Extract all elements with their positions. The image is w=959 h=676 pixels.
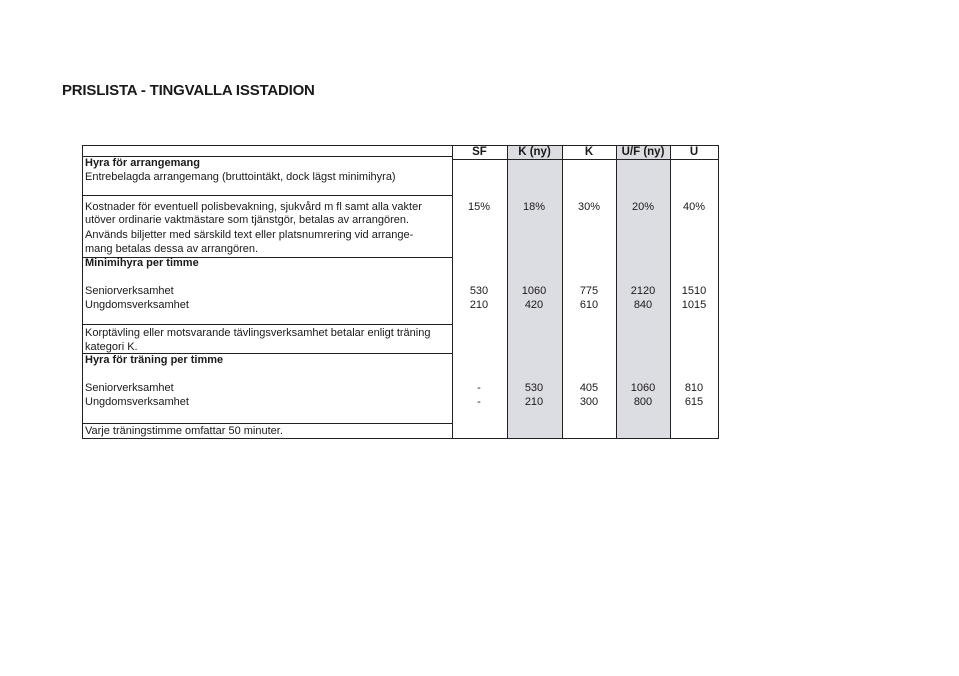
section-rule — [82, 423, 452, 424]
korp-text-line: kategori K. — [85, 341, 138, 353]
traning-ungdom-k-ny: 210 — [524, 396, 544, 408]
column-divider — [562, 145, 563, 438]
minimihyra-ungdom-uf-ny: 840 — [633, 299, 653, 311]
percent-uf-ny: 20% — [631, 201, 655, 213]
traning-ungdom-u: 615 — [684, 396, 704, 408]
minimihyra-heading: Minimihyra per timme — [85, 257, 199, 269]
minimihyra-ungdom-k-ny: 420 — [524, 299, 544, 311]
page-title: PRISLISTA - TINGVALLA ISSTADION — [62, 82, 315, 99]
traning-ungdom-sf: - — [477, 396, 481, 408]
section-rule — [82, 324, 452, 325]
minimihyra-ungdom-u: 1015 — [681, 299, 707, 311]
column-divider — [452, 145, 453, 438]
minimihyra-ungdom-k: 610 — [579, 299, 599, 311]
column-divider — [507, 145, 508, 438]
column-header-uf-ny: U/F (ny) — [621, 146, 665, 158]
traning-senior-sf: - — [477, 382, 481, 394]
row-label-senior: Seniorverksamhet — [85, 382, 174, 394]
traning-senior-k-ny: 530 — [524, 382, 544, 394]
footnote: Varje träningstimme omfattar 50 minuter. — [85, 425, 283, 437]
column-header-k: K — [584, 146, 594, 158]
traning-ungdom-uf-ny: 800 — [633, 396, 653, 408]
traning-ungdom-k: 300 — [579, 396, 599, 408]
arrangemang-subtitle: Entrebelagda arrangemang (bruttointäkt, dock lägst minimihyra) — [85, 171, 396, 183]
header-rule — [452, 159, 718, 160]
kostnader-text-line: utöver ordinarie vaktmästare som tjänstgör, betalas av arrangören. — [85, 214, 410, 226]
traning-heading: Hyra för träning per timme — [85, 354, 224, 366]
minimihyra-senior-sf: 530 — [469, 285, 489, 297]
percent-sf: 15% — [467, 201, 491, 213]
minimihyra-senior-k-ny: 1060 — [521, 285, 547, 297]
percent-k: 30% — [577, 201, 601, 213]
column-header-u: U — [689, 146, 699, 158]
korp-text-line: Korptävling eller motsvarande tävlingsverksamhet betalar enligt träning — [85, 327, 431, 339]
column-divider — [670, 145, 671, 438]
traning-senior-k: 405 — [579, 382, 599, 394]
section-rule — [82, 195, 452, 196]
anvands-text-line: mang betalas dessa av arrangören. — [85, 243, 259, 255]
column-header-sf: SF — [472, 146, 487, 158]
minimihyra-senior-k: 775 — [579, 285, 599, 297]
row-label-ungdom: Ungdomsverksamhet — [85, 299, 189, 311]
traning-senior-uf-ny: 1060 — [630, 382, 656, 394]
kostnader-text-line: Kostnader för eventuell polisbevakning, sjukvård m fl samt alla vakter — [85, 201, 422, 213]
table-border-left — [82, 145, 83, 438]
price-table — [82, 145, 719, 439]
percent-k-ny: 18% — [522, 201, 546, 213]
minimihyra-ungdom-sf: 210 — [469, 299, 489, 311]
column-header-k-ny: K (ny) — [518, 146, 551, 158]
row-label-senior: Seniorverksamhet — [85, 285, 174, 297]
row-label-ungdom: Ungdomsverksamhet — [85, 396, 189, 408]
arrangemang-heading: Hyra för arrangemang — [85, 157, 200, 169]
traning-senior-u: 810 — [684, 382, 704, 394]
column-divider — [616, 145, 617, 438]
anvands-text-line: Används biljetter med särskild text eller platsnumrering vid arrange- — [85, 229, 414, 241]
minimihyra-senior-uf-ny: 2120 — [630, 285, 656, 297]
percent-u: 40% — [682, 201, 706, 213]
minimihyra-senior-u: 1510 — [681, 285, 707, 297]
